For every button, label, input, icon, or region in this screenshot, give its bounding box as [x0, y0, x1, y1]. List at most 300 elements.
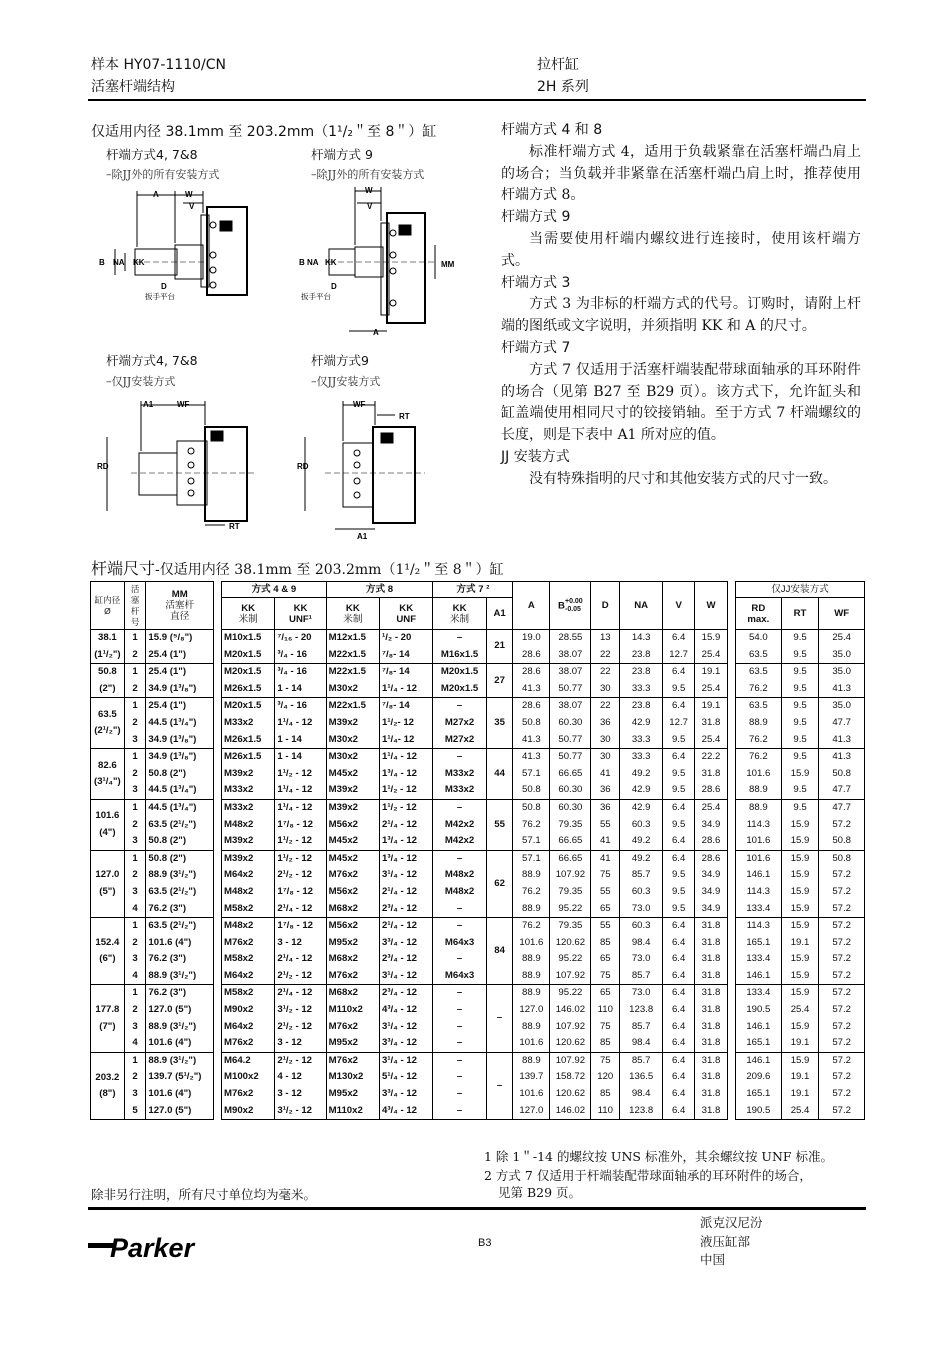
table-cell: 190.5	[746, 1104, 771, 1116]
table-cell: 4	[132, 1037, 138, 1049]
kk-metric-49-cell	[222, 850, 275, 917]
table-cell: 15.9	[701, 632, 721, 643]
table-cell: 3³/₄ - 12	[382, 936, 417, 948]
table-cell: 146.1	[746, 1020, 771, 1032]
table-cell: 3	[132, 1088, 138, 1100]
kk-metric-8-cell	[326, 918, 379, 985]
table-cell: M56x2	[328, 920, 359, 932]
table-cell: 33.3	[631, 682, 651, 694]
table-cell: 19.0	[522, 632, 541, 643]
table-cell: M45x2	[328, 835, 359, 847]
table-cell: ⁷/₈- 14	[382, 700, 410, 712]
rod-end-style-9-drawing	[295, 185, 470, 340]
wf-cell	[819, 799, 865, 850]
table-cell: 1	[132, 700, 138, 712]
table-cell: 19.1	[790, 1071, 810, 1083]
col-rt: RT	[781, 598, 819, 630]
col-w: W	[695, 582, 728, 630]
table-cell: 107.92	[555, 1054, 586, 1066]
table-cell: 49.2	[631, 852, 651, 864]
kk-unf-8-cell	[380, 985, 433, 1052]
bore-cell: 101.6 (4")	[91, 799, 125, 850]
dim-a1-label: A1	[143, 400, 154, 409]
table-row	[91, 1052, 214, 1119]
footer-rule	[88, 1207, 866, 1210]
table-cell: 3	[132, 733, 138, 745]
table-cell: M130x2	[328, 1071, 364, 1083]
table-cell: M45x2	[328, 852, 359, 864]
table-cell: 88.9	[748, 716, 768, 728]
table-cell: 6.4	[671, 1004, 686, 1016]
table-cell: 28.6	[522, 666, 541, 678]
panel-4-title: 杆端方式9	[311, 353, 369, 368]
table-cell: 35.0	[832, 648, 852, 660]
rod-end-style-4-7-8-jj-drawing	[95, 393, 295, 538]
a-cell	[513, 630, 550, 664]
table-cell: 31.8	[701, 716, 721, 728]
table-cell: 57.2	[832, 869, 852, 881]
mm-cell	[146, 1052, 214, 1119]
table-cell: 25.4	[832, 632, 852, 643]
table-cell: 31.8	[701, 1071, 721, 1083]
table-cell: 41	[599, 852, 611, 864]
table-cell: M58x2	[224, 953, 254, 965]
table-cell: 3¹/₄ - 12	[382, 969, 417, 981]
table-cell: 49.2	[631, 835, 651, 847]
table-cell: 55	[599, 920, 611, 932]
table-cell: 57.2	[832, 953, 852, 965]
table-cell: 88.9	[748, 784, 768, 796]
dim-na-label: NA	[307, 258, 319, 267]
table-cell: –	[456, 1004, 463, 1016]
table-cell: 98.4	[631, 936, 651, 948]
table-cell: 15.9 (⁵/₈")	[148, 632, 193, 643]
style-7-heading: 杆端方式 7	[501, 339, 571, 356]
kk-metric-8-cell	[326, 799, 379, 850]
table-cell: 28.6	[522, 700, 541, 712]
table-cell: 79.35	[558, 885, 583, 897]
table-cell: 5¹/₄ - 12	[382, 1071, 417, 1083]
dim-wf-label: WF	[353, 400, 366, 409]
table-cell: M26x1.5	[224, 682, 262, 694]
wrench-flat-label: 扳手平台	[301, 292, 331, 301]
table-cell: 2¹/₂ - 12	[277, 969, 313, 981]
wrench-flat-label: 扳手平台	[145, 292, 175, 301]
table-cell: 76.2 (3")	[148, 987, 187, 999]
table-cell: 38.07	[558, 700, 583, 712]
table-cell: M22x1.5	[328, 648, 367, 660]
style-9-text: 当需要使用杆端内螺纹进行连接时，使用该杆端方式。	[501, 230, 861, 269]
a-cell	[513, 850, 550, 917]
table-cell: 88.9	[522, 1054, 541, 1066]
rod-no-cell	[124, 698, 146, 749]
d-cell	[591, 1052, 620, 1119]
a-cell	[513, 698, 550, 749]
table-cell: 85	[599, 1088, 611, 1100]
table-cell: 114.3	[746, 920, 770, 932]
table-cell: 19.1	[790, 936, 810, 948]
v-cell	[663, 985, 695, 1052]
mm-cell	[146, 850, 214, 917]
table-cell: 2	[132, 767, 138, 779]
dim-b-label: B	[99, 258, 105, 267]
w-cell	[695, 698, 728, 749]
table-cell: 31.8	[701, 969, 721, 981]
table-cell: 31.8	[701, 1004, 721, 1016]
table-cell: 1³/₄ - 12	[382, 835, 417, 847]
table-cell: 41.3	[832, 682, 852, 694]
table-cell: 4³/₄ - 12	[382, 1004, 417, 1016]
jj-mount-table	[735, 581, 865, 1120]
table-cell: 15.9	[790, 902, 810, 914]
table-cell: M20x1.5	[440, 666, 479, 678]
table-cell: –	[456, 1037, 463, 1049]
table-cell: M100x2	[224, 1071, 259, 1083]
kk-metric-8-cell	[326, 749, 379, 800]
table-row	[222, 799, 728, 850]
table-cell: 2	[132, 682, 138, 694]
table-cell: 57.2	[832, 1088, 852, 1100]
table-cell: 1¹/₄ - 12	[277, 801, 313, 813]
table-cell: 1 - 14	[277, 733, 302, 745]
table-cell: 6.4	[671, 1054, 686, 1066]
dim-b-label: B	[299, 258, 305, 267]
v-cell	[663, 799, 695, 850]
table-cell: 85	[599, 936, 611, 948]
a-cell	[513, 799, 550, 850]
table-cell: M20x1.5	[224, 700, 262, 712]
style-3-heading: 杆端方式 3	[501, 274, 571, 291]
group-style-4-9: 方式 4 & 9	[222, 582, 327, 598]
rod-no-cell	[124, 985, 146, 1052]
table-cell: M58x2	[224, 987, 254, 999]
series-name: 2H 系列	[537, 79, 589, 95]
table-cell: 2	[132, 1071, 138, 1083]
table-cell: 57.2	[832, 1037, 852, 1049]
table-cell: 2¹/₄ - 12	[382, 885, 417, 897]
table-cell: 165.1	[746, 1037, 771, 1049]
table-cell: 1¹/₄ - 12	[277, 716, 313, 728]
table-cell: 3¹/₂ - 12	[277, 1004, 313, 1016]
col-kk-metric-49: KK 米制	[222, 598, 275, 630]
table-cell: 95.22	[558, 953, 583, 965]
a1-cell: 84	[486, 918, 513, 985]
table-cell: 2¹/₂ - 12	[277, 869, 313, 881]
table-cell: 2³/₄ - 12	[382, 902, 417, 914]
mm-cell	[146, 799, 214, 850]
footnote-2b: 见第 B29 页。	[498, 1185, 582, 1200]
table-cell: 101.6 (4")	[148, 1037, 192, 1049]
table-cell: 3 - 12	[277, 1037, 302, 1049]
table-cell: 57.2	[832, 936, 852, 948]
table-cell: 75	[599, 969, 611, 981]
table-cell: 34.9 (1³/₈")	[148, 733, 197, 745]
table-cell: 6.4	[671, 700, 686, 712]
table-cell: 30	[599, 751, 611, 763]
table-cell: 3	[132, 885, 138, 897]
table-cell: 2¹/₄ - 12	[277, 902, 313, 914]
header-rule	[88, 99, 866, 101]
table-cell: 66.65	[558, 767, 583, 779]
table-cell: M58x2	[224, 902, 254, 914]
table-cell: 65	[599, 902, 611, 914]
table-cell: M48x2	[444, 869, 475, 881]
table-cell: M56x2	[328, 885, 359, 897]
table-cell: 1³/₄ - 12	[382, 852, 417, 864]
table-cell: ¹/₂ - 20	[382, 632, 412, 643]
table-cell: 34.9	[701, 885, 721, 897]
table-cell: M76x2	[328, 969, 359, 981]
table-cell: 1¹/₄ - 12	[382, 751, 417, 763]
kk-metric-8-cell	[326, 664, 379, 698]
d-cell	[591, 664, 620, 698]
table-cell: –	[456, 1071, 463, 1083]
table-cell: 15.9	[790, 969, 810, 981]
table-cell: 107.92	[555, 1020, 586, 1032]
bore-cell: 127.0 (5")	[91, 850, 125, 917]
wf-cell	[819, 749, 865, 800]
table-cell: 88.9	[522, 869, 541, 881]
table-cell: 31.8	[701, 1088, 721, 1100]
table-cell: 23.8	[631, 666, 651, 678]
table-cell: 1¹/₄ - 12	[277, 784, 313, 796]
table-cell: 66.65	[558, 852, 583, 864]
kk-metric-8-cell	[326, 850, 379, 917]
table-row	[91, 799, 214, 850]
table-cell: 9.5	[671, 885, 686, 897]
table-cell: 15.9	[790, 1054, 810, 1066]
table-cell: 88.9	[522, 953, 541, 965]
table-cell: 25.4	[701, 801, 721, 813]
table-cell: 28.6	[701, 784, 721, 796]
style-4-8-heading: 杆端方式 4 和 8	[501, 122, 603, 138]
table-cell: M68x2	[328, 953, 359, 965]
table-cell: 12.7	[669, 648, 688, 660]
na-cell	[620, 698, 663, 749]
table-cell: 31.8	[701, 1037, 721, 1049]
dim-rd-label: RD	[97, 462, 109, 471]
table-cell: 15.9	[790, 885, 810, 897]
table-cell: 9.5	[793, 666, 807, 678]
rt-cell	[781, 799, 819, 850]
table-cell: M12x1.5	[328, 632, 367, 643]
kk-metric-7-cell	[433, 1052, 486, 1119]
table-cell: 44.5 (1³/₄")	[148, 801, 197, 813]
rt-cell	[781, 985, 819, 1052]
table-cell: 85.7	[631, 1054, 651, 1066]
panel-3-title: 杆端方式4, 7&8	[106, 353, 198, 368]
table-cell: 6.4	[671, 987, 686, 999]
w-cell	[695, 850, 728, 917]
bore-cell: 177.8 (7")	[91, 985, 125, 1052]
table-cell: 1 - 14	[277, 682, 302, 694]
table-cell: 25.4	[701, 733, 721, 745]
table-cell: 146.1	[746, 1054, 771, 1066]
table-row	[736, 799, 865, 850]
table-cell: 35.0	[832, 666, 852, 678]
table-row	[222, 850, 728, 917]
table-cell: 44.5 (1³/₄")	[148, 716, 197, 728]
table-cell: 1	[132, 852, 138, 864]
a1-cell: –	[486, 1052, 513, 1119]
table-cell: 60.30	[558, 801, 583, 813]
table-cell: 98.4	[631, 1088, 651, 1100]
table-cell: 76.2	[522, 885, 541, 897]
table-cell: 6.4	[671, 936, 686, 948]
table-cell: 133.4	[746, 902, 771, 914]
table-cell: M39x2	[328, 716, 359, 728]
table-cell: 73.0	[631, 987, 651, 999]
table-cell: 50.77	[558, 733, 583, 745]
d-cell	[591, 749, 620, 800]
table-row	[222, 630, 728, 664]
rd-cell	[736, 1052, 782, 1119]
table-cell: 6.4	[671, 835, 686, 847]
table-cell: 63.5	[748, 648, 768, 660]
table-cell: 15.9	[790, 818, 810, 830]
table-cell: M64x3	[444, 969, 475, 981]
table-cell: –	[456, 632, 463, 643]
rt-cell	[781, 698, 819, 749]
table-cell: 73.0	[631, 902, 651, 914]
table-cell: 3³/₄ - 12	[382, 1037, 417, 1049]
kk-unf-8-cell	[380, 1052, 433, 1119]
table-cell: 2¹/₄ - 12	[277, 953, 313, 965]
table-row	[222, 664, 728, 698]
kk-metric-8-cell	[326, 985, 379, 1052]
table-cell: 85	[599, 1037, 611, 1049]
w-cell	[695, 630, 728, 664]
kk-metric-7-cell	[433, 850, 486, 917]
table-cell: 57.2	[832, 969, 852, 981]
jj-mount-heading: JJ 安装方式	[501, 448, 570, 465]
table-cell: 19.1	[701, 666, 721, 678]
table-cell: 15.9	[790, 767, 810, 779]
table-cell: 1⁷/₈ - 12	[277, 920, 314, 932]
table-cell: M45x2	[328, 767, 359, 779]
table-cell: M56x2	[328, 818, 359, 830]
table-row	[222, 749, 728, 800]
table-cell: 88.9 (3¹/₂")	[148, 1054, 197, 1066]
table-cell: 25.4 (1")	[148, 648, 187, 660]
table-cell: 15.9	[790, 987, 810, 999]
kk-unf-8-cell	[380, 749, 433, 800]
table-cell: 2	[132, 869, 138, 881]
na-cell	[620, 799, 663, 850]
table-cell: M33x2	[224, 801, 254, 813]
company-name: 派克汉尼汾	[700, 1215, 763, 1230]
table-cell: 127.0 (5")	[148, 1104, 192, 1116]
table-cell: 2¹/₂ - 12	[277, 1020, 313, 1032]
table-row	[91, 985, 214, 1052]
col-mm: MM 活塞杆 直径	[146, 582, 214, 630]
table-cell: 107.92	[555, 969, 586, 981]
table-cell: 114.3	[746, 885, 770, 897]
kk-unf-8-cell	[380, 664, 433, 698]
units-note: 除非另行注明，所有尺寸单位均为毫米。	[91, 1187, 317, 1202]
rd-cell	[736, 630, 782, 664]
w-cell	[695, 918, 728, 985]
style-4-8-text: 标准杆端方式 4，适用于负载紧靠在活塞杆端凸肩上的场合；当负载并非紧靠在活塞杆端凸肩上时，推荐使用杆端方式 8。	[501, 143, 861, 204]
table-cell: 88.9	[522, 987, 541, 999]
table-cell: 6.4	[671, 751, 686, 763]
table-cell: 57.2	[832, 1071, 852, 1083]
table-cell: 1³/₄ - 12	[382, 767, 417, 779]
na-cell	[620, 630, 663, 664]
table-cell: M48x2	[224, 885, 254, 897]
col-rd: RD max.	[736, 598, 782, 630]
wf-cell	[819, 1052, 865, 1119]
wf-cell	[819, 630, 865, 664]
table-cell: 4	[132, 902, 138, 914]
table-cell: 19.1	[790, 1088, 810, 1100]
table-row	[736, 850, 865, 917]
table-cell: M95x2	[328, 1088, 359, 1100]
table-cell: 4³/₄ - 12	[382, 1104, 417, 1116]
table-cell: –	[456, 987, 463, 999]
group-style-7: 方式 7 ²	[433, 582, 513, 598]
dim-kk-label: KK	[133, 258, 145, 267]
col-a: A	[513, 582, 550, 630]
panel-1-title: 杆端方式4, 7&8	[106, 147, 198, 162]
table-cell: 110	[597, 1104, 613, 1116]
table-cell: 63.5	[748, 666, 768, 678]
table-cell: 88.9 (3¹/₂")	[148, 969, 197, 981]
table-cell: 57.2	[832, 818, 852, 830]
a1-cell: 35	[486, 698, 513, 749]
table-cell: 6.4	[671, 953, 686, 965]
table-cell: 50.8	[522, 784, 541, 796]
table-cell: 9.5	[671, 767, 686, 779]
w-cell	[695, 985, 728, 1052]
table-title-rest: -仅适用内径 38.1mm 至 203.2mm（1¹/₂＂至 8＂）缸	[155, 562, 504, 578]
table-cell: 25.4 (1")	[148, 666, 187, 678]
table-cell: 36	[599, 716, 611, 728]
table-cell: M68x2	[328, 902, 359, 914]
table-cell: M33x2	[444, 784, 475, 796]
table-cell: 4 - 12	[277, 1071, 302, 1083]
table-cell: 6.4	[671, 1020, 686, 1032]
kk-unf-49-cell	[275, 698, 326, 749]
table-cell: M110x2	[328, 1004, 363, 1016]
table-cell: 34.9 (1³/₈")	[148, 682, 197, 694]
b-cell	[550, 1052, 591, 1119]
table-cell: 6.4	[671, 1037, 686, 1049]
table-cell: –	[456, 920, 463, 932]
table-cell: 76.2	[748, 682, 768, 694]
table-cell: 31.8	[701, 936, 721, 948]
group-jj: 仅JJ安装方式	[736, 582, 865, 598]
table-cell: M16x1.5	[440, 648, 479, 660]
table-cell: 63.5 (2¹/₂")	[148, 920, 197, 932]
table-cell: 57.2	[832, 987, 852, 999]
table-cell: 88.9 (3¹/₂")	[148, 1020, 197, 1032]
v-cell	[663, 850, 695, 917]
table-cell: 41.3	[522, 751, 541, 763]
kk-metric-7-cell	[433, 664, 486, 698]
division-name: 液压缸部	[700, 1234, 751, 1249]
table-cell: 190.5	[746, 1004, 771, 1016]
table-cell: 19.1	[701, 700, 721, 712]
na-cell	[620, 664, 663, 698]
table-cell: 47.7	[832, 716, 852, 728]
table-cell: 3	[132, 1020, 138, 1032]
b-cell	[550, 799, 591, 850]
table-cell: M48x2	[444, 885, 475, 897]
table-cell: 60.30	[558, 716, 583, 728]
table-cell: 50.8 (2")	[148, 835, 187, 847]
table-cell: 31.8	[701, 1054, 721, 1066]
